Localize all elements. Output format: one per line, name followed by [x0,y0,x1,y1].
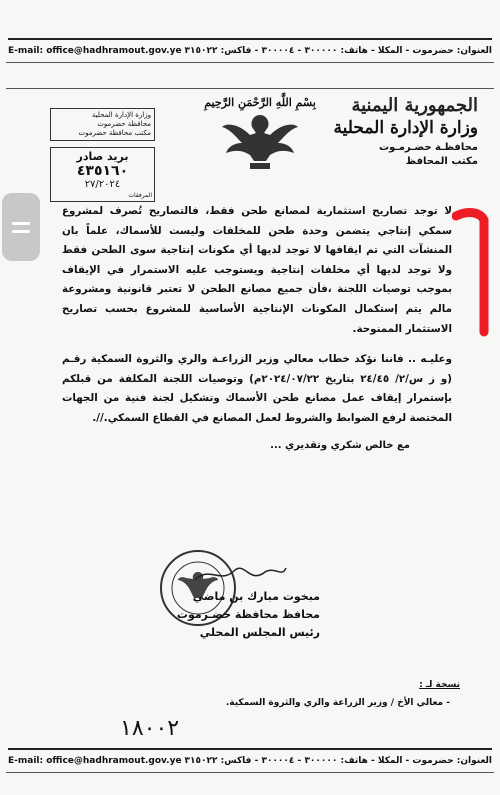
header-republic: الجمهورية اليمنية [351,95,478,116]
red-bracket-annotation [452,206,492,338]
header-ministry [328,95,478,167]
signature-block [150,560,320,642]
header-emblem [200,96,320,175]
bottom-address: العنوان: حضرموت - المكلا - هاتف: ٣٠٠٠٠٠ - ٣٠٠٠٠٤ - فاكس: ٣١٥٠٢٢ [184,756,492,766]
outgoing-mail-box [50,147,155,202]
mail-number: ٤٣٥١٦٠ [76,163,129,180]
letter-paragraph-1: لا توجد تصاريح استثمارية لمصانع طحن فقط، فالتصاريح تُصرف لمشروع سمكي إنتاجي يتضمن وحدة طحن للمخلفات وليست للأسماك، علماً بان المنشآت التي تم ايقافها لا توجد لديها أي مكونات إنتاجية سوى الطحن فقط ولا توجد لديها أي مخلفات إنتاجية ويستوجب عليه الاستمرار في الإيقاف بموجب توصيات اللجنة ،فأن جميع مصانع الطحن لا تعتبر قانونية ومشروعة مالم يتم إستكمال المكونات الإنتاجية الأساسية للمشروع بحسب تصاريح الاستثمار الممنوحة. [62,205,452,335]
mail-date: ٢٧/٢٠٢٤ [84,179,121,191]
header-office: مكتب المحافظ [405,156,478,167]
bottom-address-bar [8,748,492,772]
handwritten-number: ١٨٠٠٢ [120,716,180,741]
signatory-council-title: رئيس المجلس المحلي [199,626,320,639]
bottom-email: E-mail: office@hadhramout.gov.ye [8,756,182,766]
header-stamp-area [50,108,155,202]
handwritten-signature-icon [190,560,290,588]
basmala-text: بِسْمِ اللَّهِ الرَّحْمَنِ الرَّحِيمِ [204,96,316,109]
closing-thanks: مع خالص شكري وتقديري ... [270,440,410,451]
ministry-stamp: وزارة الإدارة المحلية محافظة حضرموت مكتب محافظة حضرموت [50,108,155,141]
mail-title: بريد صادر [76,150,129,164]
header-governorate: محافظـة حضـرمـوت [378,142,478,153]
bottom-rule [6,772,494,773]
copy-to-label: نسخة لـ : [419,680,460,690]
letter-paragraph-2: وعليـه .. فاننا نؤكد خطاب معالي وزير الزراعـة والري والثروة السمكية رقـم (و ز س/٢/ ٢٤/٤٥ بتاريخ ٢٠٢٤/٠٧/٢٢م) وتوصيات اللجنة المكلفة من قبلكم بإستمرار إيقاف عمل مصانع طحن الأسماك وتشكيل لجنة فنية من الجهات المختصة لرفع الضوابط والشروط لعمل المصانع في القطاع السمكي.//. [62,353,452,425]
eagle-emblem-icon [220,109,300,171]
copy-to-section [226,676,460,712]
signatory-title: محافظ محافظة حضـرموت [176,608,320,621]
header-ministry-name: وزارة الإدارة المحلية [333,118,478,138]
top-rule [6,62,494,63]
signatory-name: مبخوت مبارك بن ماضي [192,590,320,603]
top-address-bar [8,38,492,62]
header-rule [6,88,494,89]
mail-attachments: المرفقات [128,192,152,200]
top-address: العنوان: حضرموت - المكلا - هاتف: ٣٠٠٠٠٠ - ٣٠٠٠٠٤ - فاكس: ٣١٥٠٢٢ [184,46,492,56]
top-email: E-mail: office@hadhramout.gov.ye [8,46,182,56]
copy-to-item: - معالي الأخ / وزير الزراعة والري والثروة السمكية. [225,698,450,708]
hamburger-menu-icon[interactable] [2,193,40,261]
